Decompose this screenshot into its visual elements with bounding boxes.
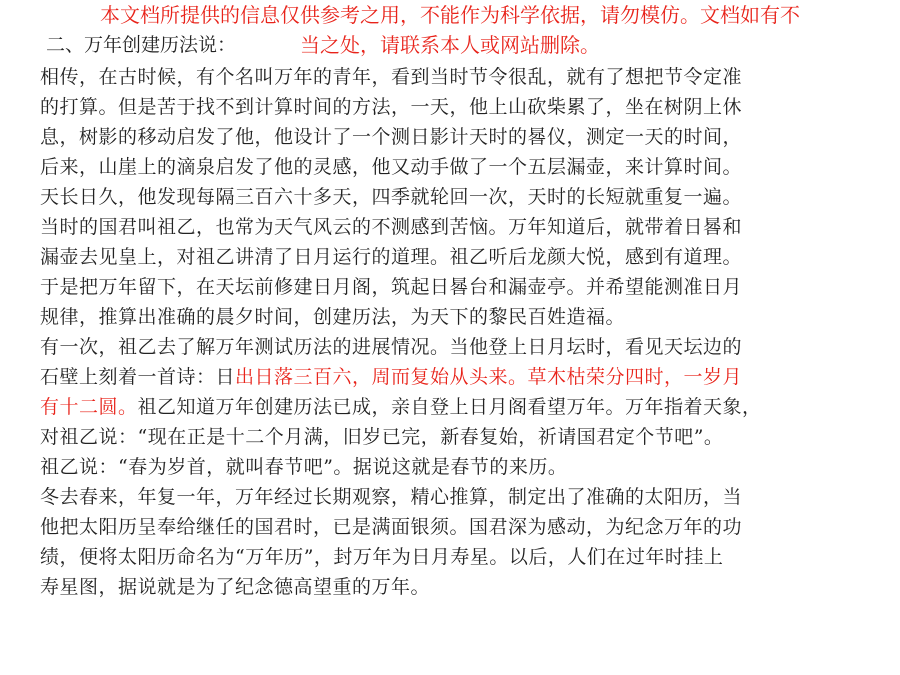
story-line: 的打算。但是苦于找不到计算时间的方法，一天，他上山砍柴累了，坐在树阴上休 xyxy=(40,96,743,118)
poem-text: 出日落三百六，周而复始从头来。草木枯荣分四时，一岁月 xyxy=(235,366,743,388)
disclaimer-line-2: 当之处，请联系本人或网站删除。 xyxy=(300,33,600,57)
disclaimer-banner xyxy=(0,0,900,60)
poem-line-rest: 祖乙知道万年创建历法已成，亲自登上日月阁看望万年。万年指着天象， xyxy=(137,396,762,418)
story-body xyxy=(40,62,870,602)
poem-text-end: 有十二圆。 xyxy=(40,396,138,418)
story-line: 当时的国君叫祖乙，也常为天气风云的不测感到苦恼。万年知道后，就带着日晷和 xyxy=(40,216,743,238)
story-line: 冬去春来，年复一年，万年经过长期观察，精心推算，制定出了准确的太阳历，当 xyxy=(40,486,743,508)
story-line: 绩，便将太阳历命名为“万年历”，封万年为日月寿星。以后，人们在过年时挂上 xyxy=(40,546,724,568)
story-line: 对祖乙说：“现在正是十二个月满，旧岁已完，新春复始，祈请国君定个节吧”。 xyxy=(40,426,724,448)
story-line: 有一次，祖乙去了解万年测试历法的进展情况。当他登上日月坛时，看见天坛边的 xyxy=(40,336,743,358)
poem-prefix: 石壁上刻着一首诗：日 xyxy=(40,366,236,388)
poem-line xyxy=(40,362,870,392)
story-line: 规律，推算出准确的晨夕时间，创建历法，为天下的黎民百姓造福。 xyxy=(40,306,626,328)
poem-line-2 xyxy=(40,392,870,422)
story-line: 寿星图，据说就是为了纪念德高望重的万年。 xyxy=(40,576,431,598)
story-line: 息，树影的移动启发了他，他设计了一个测日影计天时的晷仪，测定一天的时间， xyxy=(40,126,743,148)
story-line: 于是把万年留下，在天坛前修建日月阁，筑起日晷台和漏壶亭。并希望能测准日月 xyxy=(40,276,743,298)
story-line: 漏壶去见皇上，对祖乙讲清了日月运行的道理。祖乙听后龙颜大悦，感到有道理。 xyxy=(40,246,743,268)
story-line: 他把太阳历呈奉给继任的国君时，已是满面银须。国君深为感动，为纪念万年的功 xyxy=(40,516,743,538)
story-line: 天长日久，他发现每隔三百六十多天，四季就轮回一次，天时的长短就重复一遍。 xyxy=(40,186,743,208)
story-line: 祖乙说：“春为岁首，就叫春节吧”。据说这就是春节的来历。 xyxy=(40,456,568,478)
story-line: 后来，山崖上的滴泉启发了他的灵感，他又动手做了一个五层漏壶，来计算时间。 xyxy=(40,156,743,178)
story-line: 相传，在古时候，有个名叫万年的青年，看到当时节令很乱，就有了想把节令定准 xyxy=(40,66,743,88)
section-heading: 二、万年创建历法说： xyxy=(46,34,237,56)
disclaimer-line-1: 本文档所提供的信息仅供参考之用，不能作为科学依据，请勿模仿。文档如有不 xyxy=(100,3,800,27)
